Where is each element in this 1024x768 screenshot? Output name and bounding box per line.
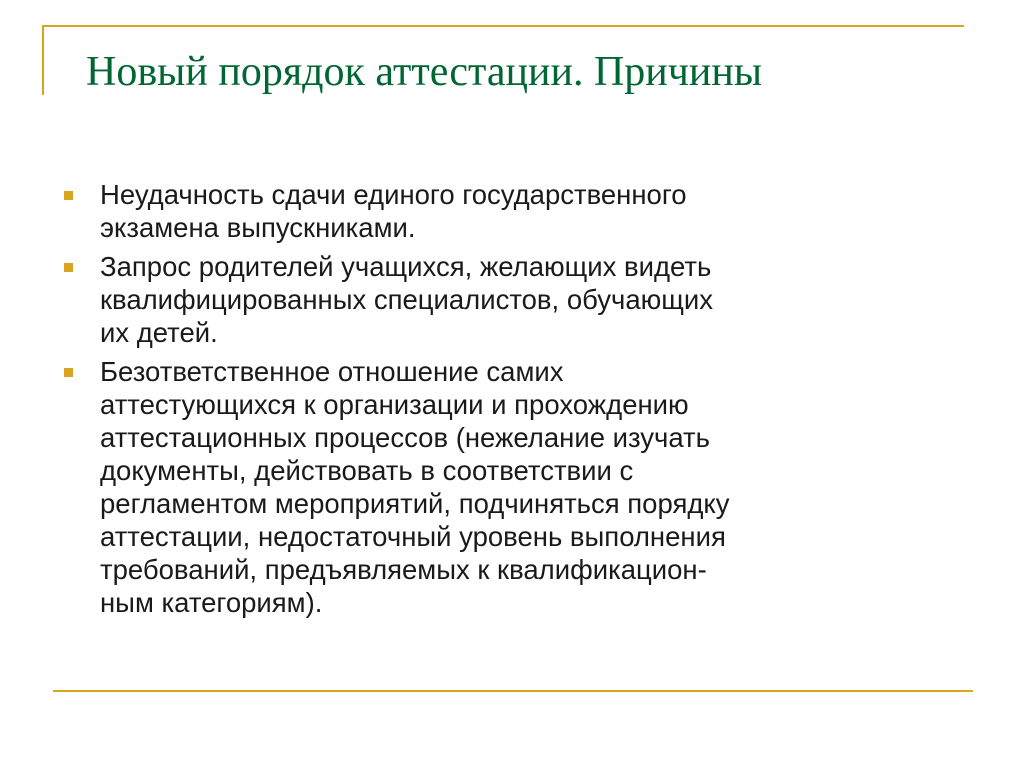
bottom-border-line — [53, 690, 973, 692]
bullet-text: Неудачность сдачи единого государственного экзамена выпускниками. — [100, 179, 687, 243]
bullet-item-1 — [64, 178, 964, 244]
square-bullet-icon — [64, 191, 73, 200]
left-border-line — [42, 25, 44, 95]
bullet-item-3 — [64, 355, 964, 619]
square-bullet-icon — [64, 263, 73, 272]
top-border-line — [42, 25, 964, 27]
bullet-text: Запрос родителей учащихся, желающих видеть квалифицированных специалистов, обучающих их детей. — [100, 251, 713, 348]
bullet-list — [64, 178, 964, 625]
bullet-text: Безответственное отношение самих аттестующихся к организации и прохождению аттестационных процессов (нежелание изучать документы, действовать в соответствии с регламентом мероприятий, подчиняться порядку аттестации, недостаточный уровень выполнения требований, предъявляемых к квалификацион- ным категориям). — [100, 356, 730, 618]
bullet-item-2 — [64, 250, 964, 349]
square-bullet-icon — [64, 368, 73, 377]
slide-title: Новый порядок аттестации. Причины — [86, 49, 763, 95]
